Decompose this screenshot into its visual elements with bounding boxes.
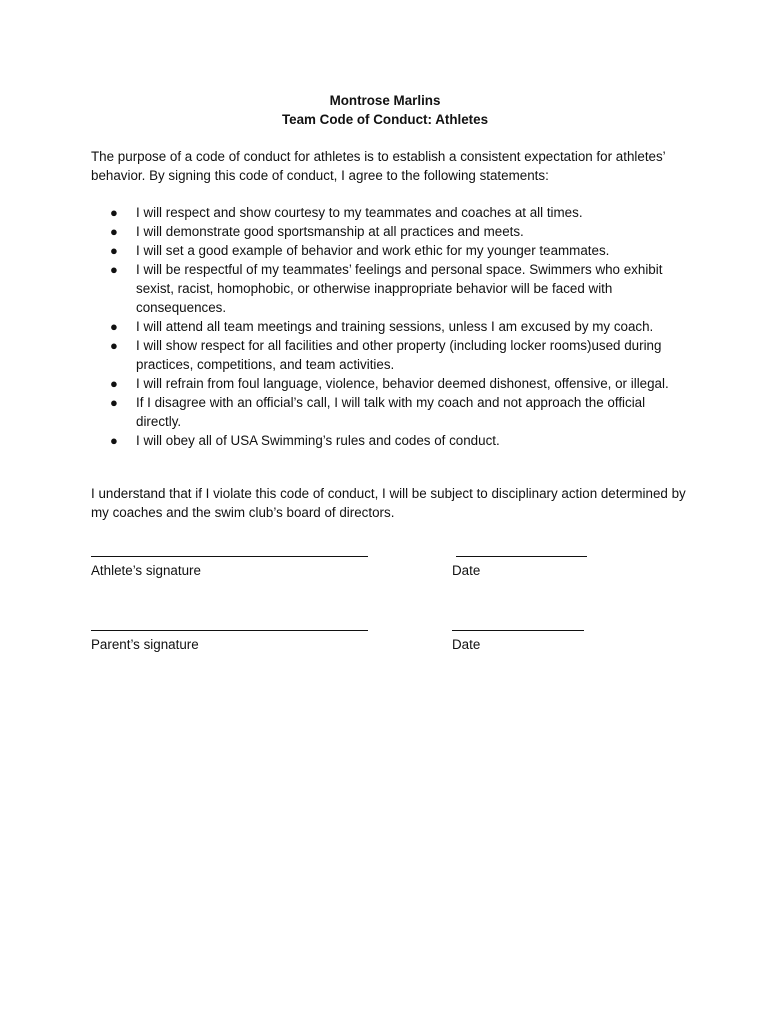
parent-signature-line[interactable] — [91, 630, 368, 631]
list-item — [110, 203, 685, 222]
parent-signature-block — [91, 615, 691, 655]
document-subtitle: Team Code of Conduct: Athletes — [281, 112, 489, 127]
parent-date-line[interactable] — [452, 630, 584, 631]
athlete-signature-line[interactable] — [91, 556, 368, 557]
parent-date-label: Date — [452, 637, 481, 652]
bullet-icon: ● — [110, 395, 118, 410]
document-header — [0, 91, 770, 129]
bullet-icon: ● — [110, 243, 118, 258]
list-item — [110, 317, 685, 336]
bullet-icon: ● — [110, 224, 118, 239]
bullet-icon: ● — [110, 205, 118, 220]
parent-signature-label: Parent’s signature — [91, 637, 199, 652]
statement-text: I will be respectful of my teammates’ feelings and personal space. Swimmers who exhibit sexist, racist, homophobic, or otherwise inappropriate behavior will be faced with consequences. — [136, 262, 663, 315]
list-item — [110, 431, 685, 450]
athlete-date-label: Date — [452, 563, 481, 578]
closing-paragraph: I understand that if I violate this code of conduct, I will be subject to disciplinary action determined by my coaches and the swim club’s board of directors. — [91, 486, 686, 520]
list-item — [110, 393, 685, 431]
bullet-icon: ● — [110, 338, 118, 353]
statement-text: I will demonstrate good sportsmanship at all practices and meets. — [136, 224, 524, 239]
statement-text: I will show respect for all facilities and other property (including locker rooms)used during practices, competitions, and team activities. — [136, 338, 662, 372]
list-item — [110, 222, 685, 241]
conduct-statement-list — [110, 203, 685, 450]
list-item — [110, 374, 685, 393]
athlete-date-line[interactable] — [456, 556, 587, 557]
intro-paragraph: The purpose of a code of conduct for athletes is to establish a consistent expectation for athletes’ behavior. By signing this code of conduct, I agree to the following statements: — [91, 149, 666, 183]
athlete-signature-label: Athlete’s signature — [91, 563, 201, 578]
list-item — [110, 241, 685, 260]
statement-text: I will refrain from foul language, violence, behavior deemed dishonest, offensive, or illegal. — [136, 376, 669, 391]
bullet-icon: ● — [110, 319, 118, 334]
statement-text: I will obey all of USA Swimming’s rules and codes of conduct. — [136, 433, 500, 448]
statement-text: If I disagree with an official’s call, I will talk with my coach and not approach the official directly. — [136, 395, 646, 429]
bullet-icon: ● — [110, 376, 118, 391]
athlete-signature-block — [91, 541, 691, 581]
statement-text: I will set a good example of behavior and work ethic for my younger teammates. — [136, 243, 610, 258]
statement-text: I will respect and show courtesy to my teammates and coaches at all times. — [136, 205, 583, 220]
list-item — [110, 260, 685, 317]
list-item — [110, 336, 685, 374]
bullet-icon: ● — [110, 433, 118, 448]
bullet-icon: ● — [110, 262, 118, 277]
statement-text: I will attend all team meetings and training sessions, unless I am excused by my coach. — [136, 319, 654, 334]
document-title: Montrose Marlins — [329, 93, 441, 108]
